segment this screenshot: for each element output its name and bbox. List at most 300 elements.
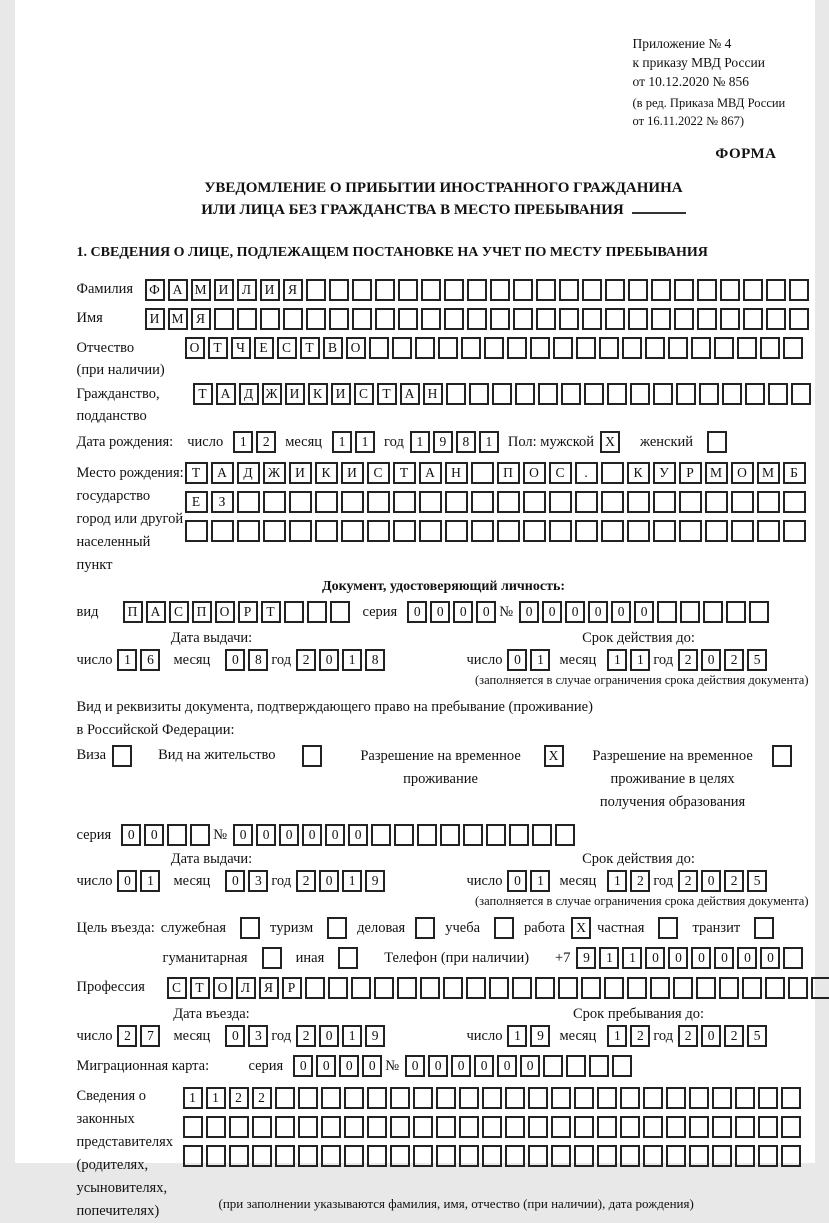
char-box[interactable]	[367, 491, 390, 513]
char-box[interactable]	[369, 337, 389, 359]
purpose-humanitarian-checkbox[interactable]	[262, 947, 282, 969]
residence-permit-checkbox[interactable]	[302, 745, 322, 767]
purpose-official-checkbox[interactable]	[240, 917, 260, 939]
char-box[interactable]: Л	[237, 279, 257, 301]
char-box[interactable]	[329, 279, 349, 301]
char-box[interactable]: 0	[476, 601, 496, 623]
char-box[interactable]	[315, 491, 338, 513]
char-box[interactable]	[735, 1116, 755, 1138]
char-box[interactable]: 2	[229, 1087, 249, 1109]
char-box[interactable]: 0	[565, 601, 585, 623]
char-box[interactable]	[390, 1145, 410, 1167]
char-box[interactable]: 1	[607, 870, 627, 892]
char-box[interactable]: .	[575, 462, 598, 484]
char-box[interactable]	[620, 1087, 640, 1109]
char-box[interactable]: Б	[783, 462, 806, 484]
char-box[interactable]	[497, 491, 520, 513]
char-box[interactable]	[306, 279, 326, 301]
char-box[interactable]	[766, 279, 786, 301]
char-box[interactable]: 1	[479, 431, 499, 453]
char-box[interactable]: 2	[678, 649, 698, 671]
char-box[interactable]: Т	[190, 977, 210, 999]
char-box[interactable]	[553, 337, 573, 359]
char-box[interactable]: 0	[117, 870, 137, 892]
char-box[interactable]: Я	[191, 308, 211, 330]
char-box[interactable]	[601, 462, 624, 484]
char-box[interactable]: Н	[445, 462, 468, 484]
char-box[interactable]	[783, 520, 806, 542]
char-box[interactable]	[581, 977, 601, 999]
char-box[interactable]	[605, 308, 625, 330]
char-box[interactable]	[538, 383, 558, 405]
char-box[interactable]	[482, 1116, 502, 1138]
char-box[interactable]	[697, 308, 717, 330]
char-box[interactable]: К	[315, 462, 338, 484]
char-box[interactable]	[298, 1116, 318, 1138]
char-box[interactable]: О	[185, 337, 205, 359]
char-box[interactable]	[352, 279, 372, 301]
char-box[interactable]: 2	[117, 1025, 137, 1047]
char-box[interactable]	[628, 279, 648, 301]
char-box[interactable]	[551, 1145, 571, 1167]
char-box[interactable]: 0	[507, 649, 527, 671]
char-box[interactable]	[459, 1116, 479, 1138]
char-box[interactable]	[445, 520, 468, 542]
char-box[interactable]	[620, 1116, 640, 1138]
char-box[interactable]	[392, 337, 412, 359]
char-box[interactable]	[206, 1116, 226, 1138]
char-box[interactable]: 0	[519, 601, 539, 623]
char-box[interactable]	[788, 977, 808, 999]
char-box[interactable]	[679, 491, 702, 513]
char-box[interactable]: 0	[325, 824, 345, 846]
char-box[interactable]	[650, 977, 670, 999]
char-box[interactable]	[674, 279, 694, 301]
char-box[interactable]	[482, 1087, 502, 1109]
char-box[interactable]: 0	[316, 1055, 336, 1077]
char-box[interactable]: 2	[630, 870, 650, 892]
char-box[interactable]: И	[331, 383, 351, 405]
char-box[interactable]: О	[523, 462, 546, 484]
sex-male-checkbox[interactable]: X	[600, 431, 620, 453]
char-box[interactable]: К	[308, 383, 328, 405]
char-box[interactable]	[471, 491, 494, 513]
char-box[interactable]	[559, 308, 579, 330]
char-box[interactable]	[492, 383, 512, 405]
char-box[interactable]: С	[167, 977, 187, 999]
char-box[interactable]	[305, 977, 325, 999]
char-box[interactable]	[731, 491, 754, 513]
char-box[interactable]	[515, 383, 535, 405]
char-box[interactable]	[574, 1087, 594, 1109]
char-box[interactable]: П	[123, 601, 143, 623]
char-box[interactable]: 1	[530, 870, 550, 892]
char-box[interactable]: 1	[233, 431, 253, 453]
char-box[interactable]	[344, 1087, 364, 1109]
char-box[interactable]: 8	[365, 649, 385, 671]
char-box[interactable]	[758, 1145, 778, 1167]
char-box[interactable]	[528, 1145, 548, 1167]
char-box[interactable]: Ф	[145, 279, 165, 301]
char-box[interactable]: Р	[282, 977, 302, 999]
char-box[interactable]: 0	[634, 601, 654, 623]
char-box[interactable]: 1	[507, 1025, 527, 1047]
char-box[interactable]	[284, 601, 304, 623]
char-box[interactable]: 0	[451, 1055, 471, 1077]
char-box[interactable]	[484, 337, 504, 359]
char-box[interactable]	[229, 1145, 249, 1167]
char-box[interactable]: Р	[238, 601, 258, 623]
char-box[interactable]: 1	[342, 1025, 362, 1047]
char-box[interactable]	[549, 520, 572, 542]
char-box[interactable]	[651, 308, 671, 330]
temp-residence-checkbox[interactable]: X	[544, 745, 564, 767]
char-box[interactable]: 0	[542, 601, 562, 623]
char-box[interactable]	[505, 1116, 525, 1138]
char-box[interactable]: 0	[760, 947, 780, 969]
char-box[interactable]: 0	[497, 1055, 517, 1077]
char-box[interactable]: М	[191, 279, 211, 301]
char-box[interactable]	[459, 1145, 479, 1167]
char-box[interactable]	[536, 279, 556, 301]
char-box[interactable]	[275, 1145, 295, 1167]
char-box[interactable]	[352, 308, 372, 330]
char-box[interactable]	[436, 1145, 456, 1167]
char-box[interactable]	[607, 383, 627, 405]
char-box[interactable]	[712, 1116, 732, 1138]
char-box[interactable]	[167, 824, 187, 846]
char-box[interactable]	[811, 977, 829, 999]
char-box[interactable]	[329, 308, 349, 330]
char-box[interactable]: 2	[296, 649, 316, 671]
char-box[interactable]: 9	[365, 1025, 385, 1047]
char-box[interactable]	[471, 462, 494, 484]
char-box[interactable]: 2	[256, 431, 276, 453]
char-box[interactable]: 0	[520, 1055, 540, 1077]
char-box[interactable]: 0	[233, 824, 253, 846]
char-box[interactable]: 0	[302, 824, 322, 846]
char-box[interactable]	[252, 1145, 272, 1167]
char-box[interactable]: 2	[296, 870, 316, 892]
char-box[interactable]	[549, 491, 572, 513]
purpose-business-checkbox[interactable]	[415, 917, 435, 939]
char-box[interactable]	[307, 601, 327, 623]
char-box[interactable]	[679, 520, 702, 542]
char-box[interactable]: 0	[737, 947, 757, 969]
char-box[interactable]	[461, 337, 481, 359]
char-box[interactable]	[768, 383, 788, 405]
char-box[interactable]	[584, 383, 604, 405]
char-box[interactable]: 0	[701, 649, 721, 671]
char-box[interactable]: Т	[193, 383, 213, 405]
char-box[interactable]	[575, 520, 598, 542]
char-box[interactable]	[758, 1087, 778, 1109]
char-box[interactable]	[789, 279, 809, 301]
char-box[interactable]: 9	[433, 431, 453, 453]
char-box[interactable]	[344, 1116, 364, 1138]
char-box[interactable]: Н	[423, 383, 443, 405]
char-box[interactable]	[341, 520, 364, 542]
char-box[interactable]: 0	[319, 1025, 339, 1047]
char-box[interactable]: 1	[206, 1087, 226, 1109]
char-box[interactable]	[643, 1087, 663, 1109]
char-box[interactable]	[622, 337, 642, 359]
char-box[interactable]	[628, 308, 648, 330]
char-box[interactable]	[393, 491, 416, 513]
char-box[interactable]: 9	[530, 1025, 550, 1047]
char-box[interactable]	[321, 1145, 341, 1167]
char-box[interactable]: 8	[456, 431, 476, 453]
char-box[interactable]: Т	[393, 462, 416, 484]
char-box[interactable]: 0	[691, 947, 711, 969]
char-box[interactable]: Р	[679, 462, 702, 484]
char-box[interactable]	[673, 977, 693, 999]
char-box[interactable]	[575, 491, 598, 513]
char-box[interactable]: М	[757, 462, 780, 484]
char-box[interactable]	[260, 308, 280, 330]
char-box[interactable]: 1	[599, 947, 619, 969]
char-box[interactable]	[375, 308, 395, 330]
purpose-study-checkbox[interactable]	[494, 917, 514, 939]
char-box[interactable]	[674, 308, 694, 330]
char-box[interactable]	[275, 1087, 295, 1109]
char-box[interactable]	[765, 977, 785, 999]
char-box[interactable]	[735, 1145, 755, 1167]
char-box[interactable]	[630, 383, 650, 405]
char-box[interactable]	[574, 1145, 594, 1167]
char-box[interactable]	[691, 337, 711, 359]
char-box[interactable]: Т	[261, 601, 281, 623]
char-box[interactable]	[657, 601, 677, 623]
char-box[interactable]: 0	[611, 601, 631, 623]
char-box[interactable]	[444, 279, 464, 301]
char-box[interactable]: 1	[355, 431, 375, 453]
char-box[interactable]	[697, 279, 717, 301]
char-box[interactable]: А	[211, 462, 234, 484]
char-box[interactable]: О	[215, 601, 235, 623]
char-box[interactable]	[490, 308, 510, 330]
char-box[interactable]	[367, 520, 390, 542]
purpose-other-checkbox[interactable]	[338, 947, 358, 969]
char-box[interactable]	[535, 977, 555, 999]
char-box[interactable]: 0	[339, 1055, 359, 1077]
char-box[interactable]	[263, 491, 286, 513]
char-box[interactable]: О	[731, 462, 754, 484]
char-box[interactable]	[419, 520, 442, 542]
char-box[interactable]	[758, 1116, 778, 1138]
char-box[interactable]	[651, 279, 671, 301]
char-box[interactable]	[551, 1087, 571, 1109]
char-box[interactable]	[601, 520, 624, 542]
char-box[interactable]: 0	[225, 870, 245, 892]
char-box[interactable]	[589, 1055, 609, 1077]
char-box[interactable]	[438, 337, 458, 359]
char-box[interactable]	[513, 308, 533, 330]
char-box[interactable]: 1	[332, 431, 352, 453]
char-box[interactable]	[719, 977, 739, 999]
char-box[interactable]	[229, 1116, 249, 1138]
char-box[interactable]	[183, 1116, 203, 1138]
char-box[interactable]	[604, 977, 624, 999]
char-box[interactable]: 0	[407, 601, 427, 623]
char-box[interactable]: 9	[576, 947, 596, 969]
char-box[interactable]	[367, 1116, 387, 1138]
char-box[interactable]: 5	[747, 870, 767, 892]
char-box[interactable]: А	[146, 601, 166, 623]
char-box[interactable]	[689, 1087, 709, 1109]
char-box[interactable]: А	[419, 462, 442, 484]
char-box[interactable]	[289, 491, 312, 513]
char-box[interactable]	[328, 977, 348, 999]
char-box[interactable]	[390, 1087, 410, 1109]
char-box[interactable]: 0	[405, 1055, 425, 1077]
char-box[interactable]: Е	[254, 337, 274, 359]
char-box[interactable]	[696, 977, 716, 999]
char-box[interactable]	[749, 601, 769, 623]
char-box[interactable]: 0	[645, 947, 665, 969]
char-box[interactable]: У	[653, 462, 676, 484]
char-box[interactable]	[505, 1087, 525, 1109]
char-box[interactable]	[720, 279, 740, 301]
char-box[interactable]: 1	[622, 947, 642, 969]
char-box[interactable]	[653, 491, 676, 513]
char-box[interactable]: 5	[747, 1025, 767, 1047]
char-box[interactable]	[211, 520, 234, 542]
char-box[interactable]	[643, 1145, 663, 1167]
char-box[interactable]: 0	[428, 1055, 448, 1077]
char-box[interactable]	[714, 337, 734, 359]
purpose-private-checkbox[interactable]	[658, 917, 678, 939]
char-box[interactable]	[469, 383, 489, 405]
char-box[interactable]	[341, 491, 364, 513]
char-box[interactable]	[576, 337, 596, 359]
char-box[interactable]	[612, 1055, 632, 1077]
char-box[interactable]: С	[354, 383, 374, 405]
char-box[interactable]	[582, 308, 602, 330]
char-box[interactable]: 0	[225, 1025, 245, 1047]
char-box[interactable]	[783, 947, 803, 969]
char-box[interactable]	[627, 520, 650, 542]
char-box[interactable]	[298, 1145, 318, 1167]
char-box[interactable]	[781, 1087, 801, 1109]
char-box[interactable]	[421, 279, 441, 301]
purpose-transit-checkbox[interactable]	[754, 917, 774, 939]
char-box[interactable]	[699, 383, 719, 405]
char-box[interactable]: С	[549, 462, 572, 484]
char-box[interactable]: Т	[185, 462, 208, 484]
char-box[interactable]	[712, 1145, 732, 1167]
char-box[interactable]: 0	[319, 870, 339, 892]
char-box[interactable]	[463, 824, 483, 846]
char-box[interactable]	[620, 1145, 640, 1167]
char-box[interactable]: 0	[668, 947, 688, 969]
char-box[interactable]: 1	[607, 649, 627, 671]
char-box[interactable]: 5	[747, 649, 767, 671]
char-box[interactable]	[397, 977, 417, 999]
char-box[interactable]	[413, 1145, 433, 1167]
char-box[interactable]	[566, 1055, 586, 1077]
char-box[interactable]: И	[341, 462, 364, 484]
char-box[interactable]: Т	[208, 337, 228, 359]
char-box[interactable]: Д	[237, 462, 260, 484]
char-box[interactable]: 0	[348, 824, 368, 846]
char-box[interactable]: 2	[252, 1087, 272, 1109]
char-box[interactable]: 1	[630, 649, 650, 671]
char-box[interactable]: 9	[365, 870, 385, 892]
char-box[interactable]	[666, 1116, 686, 1138]
char-box[interactable]: 2	[678, 1025, 698, 1047]
char-box[interactable]	[528, 1087, 548, 1109]
char-box[interactable]	[643, 1116, 663, 1138]
char-box[interactable]: 0	[474, 1055, 494, 1077]
char-box[interactable]: 0	[256, 824, 276, 846]
char-box[interactable]	[668, 337, 688, 359]
char-box[interactable]: 2	[724, 1025, 744, 1047]
char-box[interactable]	[445, 491, 468, 513]
char-box[interactable]	[783, 337, 803, 359]
char-box[interactable]	[743, 279, 763, 301]
char-box[interactable]	[757, 491, 780, 513]
char-box[interactable]	[206, 1145, 226, 1167]
char-box[interactable]	[237, 308, 257, 330]
char-box[interactable]: 6	[140, 649, 160, 671]
char-box[interactable]	[505, 1145, 525, 1167]
char-box[interactable]	[689, 1116, 709, 1138]
char-box[interactable]	[735, 1087, 755, 1109]
char-box[interactable]	[375, 279, 395, 301]
char-box[interactable]	[789, 308, 809, 330]
char-box[interactable]	[467, 308, 487, 330]
char-box[interactable]	[417, 824, 437, 846]
char-box[interactable]: А	[400, 383, 420, 405]
char-box[interactable]	[486, 824, 506, 846]
char-box[interactable]	[444, 308, 464, 330]
char-box[interactable]: Д	[239, 383, 259, 405]
char-box[interactable]	[703, 601, 723, 623]
char-box[interactable]	[536, 308, 556, 330]
char-box[interactable]	[321, 1087, 341, 1109]
char-box[interactable]	[321, 1116, 341, 1138]
char-box[interactable]	[574, 1116, 594, 1138]
char-box[interactable]: 0	[225, 649, 245, 671]
char-box[interactable]	[532, 824, 552, 846]
char-box[interactable]	[680, 601, 700, 623]
char-box[interactable]	[582, 279, 602, 301]
char-box[interactable]: О	[346, 337, 366, 359]
char-box[interactable]: 2	[724, 649, 744, 671]
char-box[interactable]	[766, 308, 786, 330]
char-box[interactable]	[344, 1145, 364, 1167]
char-box[interactable]	[645, 337, 665, 359]
char-box[interactable]	[440, 824, 460, 846]
char-box[interactable]: 0	[319, 649, 339, 671]
char-box[interactable]: 8	[248, 649, 268, 671]
char-box[interactable]	[558, 977, 578, 999]
char-box[interactable]	[390, 1116, 410, 1138]
char-box[interactable]	[781, 1145, 801, 1167]
char-box[interactable]	[252, 1116, 272, 1138]
char-box[interactable]: 2	[724, 870, 744, 892]
char-box[interactable]: 7	[140, 1025, 160, 1047]
char-box[interactable]	[627, 977, 647, 999]
char-box[interactable]	[351, 977, 371, 999]
char-box[interactable]: Ч	[231, 337, 251, 359]
char-box[interactable]	[597, 1087, 617, 1109]
purpose-tourism-checkbox[interactable]	[327, 917, 347, 939]
char-box[interactable]	[413, 1087, 433, 1109]
char-box[interactable]: С	[169, 601, 189, 623]
char-box[interactable]: 0	[714, 947, 734, 969]
